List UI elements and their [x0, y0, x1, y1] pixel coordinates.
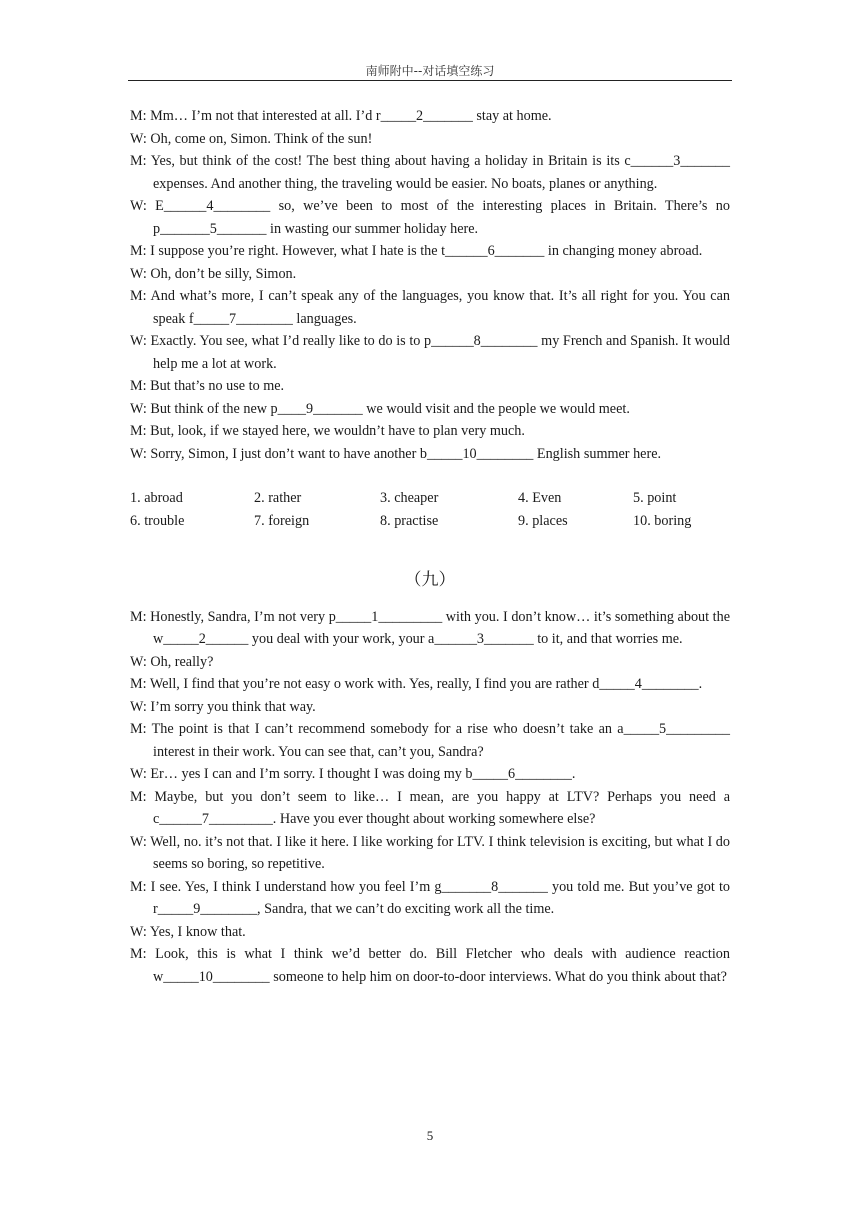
answer-item: 3. cheaper	[380, 490, 439, 506]
page-content	[130, 105, 730, 988]
answer-item: 6. trouble	[130, 512, 185, 529]
dialogue-line: W: Well, no. it’s not that. I like it here. I like working for LTV. I think television is exciting, but what I do seems so boring, so repetitive.	[130, 833, 730, 872]
dialogue-line: W: But think of the new p____9_______ we would visit and the people we would meet.	[130, 400, 630, 417]
answer-item: 7. foreign	[254, 512, 310, 529]
dialogue-line: W: Oh, don’t be silly, Simon.	[130, 265, 297, 282]
dialogue-line: W: Sorry, Simon, I just don’t want to have another b_____10________ English summer here.	[130, 445, 662, 462]
dialogue-line: M: And what’s more, I can’t speak any of the languages, you know that. It’s all right for you. You can speak f_____7________ languages.	[130, 288, 730, 327]
dialogue-line: M: The point is that I can’t recommend somebody for a rise who doesn’t take an a_____5_________ interest in their work. You can see that, can’t you, Sandra?	[130, 721, 730, 760]
dialogue-line: W: I’m sorry you think that way.	[130, 698, 316, 715]
dialogue-line: M: Maybe, but you don’t seem to like… I mean, are you happy at LTV? Perhaps you need a c______7_________. Have you ever thought about working somewhere else?	[130, 788, 730, 827]
dialogue-line: M: Well, I find that you’re not easy o work with. Yes, really, I find you are rather d_____4________.	[130, 676, 703, 692]
header-rule	[128, 80, 732, 81]
page-number: 5	[426, 1128, 434, 1143]
dialogue-line: M: Mm… I’m not that interested at all. I’d r_____2_______ stay at home.	[130, 108, 552, 124]
page-header: 南师附中--对话填空练习	[365, 64, 495, 78]
answer-item: 8. practise	[380, 512, 439, 529]
answer-item: 5. point	[633, 490, 677, 506]
dialogue-line: M: But that’s no use to me.	[130, 378, 285, 394]
dialogue-line: W: Er… yes I can and I’m sorry. I thought I was doing my b_____6________.	[130, 766, 576, 782]
dialogue-line: W: E______4________ so, we’ve been to most of the interesting places in Britain. There’s no p_______5_______ in wasting our summer holiday here.	[130, 198, 730, 237]
dialogue-a	[130, 105, 730, 465]
dialogue-line: M: I see. Yes, I think I understand how you feel I’m g_______8_______ you told me. But you’ve got to r_____9________, Sandra, that we can’t do exciting work all the time.	[130, 878, 730, 917]
answer-item: 1. abroad	[130, 490, 183, 506]
answer-item: 10. boring	[633, 512, 692, 529]
dialogue-line: W: Yes, I know that.	[130, 923, 246, 940]
answer-item: 4. Even	[518, 490, 562, 506]
dialogue-line: M: But, look, if we stayed here, we wouldn’t have to plan very much.	[130, 423, 525, 439]
dialogue-line: W: Oh, come on, Simon. Think of the sun!	[130, 130, 373, 147]
answer-item: 2. rather	[254, 490, 302, 506]
dialogue-b	[130, 606, 730, 989]
section-title: （九）	[404, 570, 456, 590]
dialogue-line: W: Exactly. You see, what I’d really like to do is to p______8________ my French and Spanish. It would help me a lot at work.	[130, 333, 730, 372]
answer-row	[130, 487, 730, 510]
dialogue-line: W: Oh, really?	[130, 653, 214, 670]
dialogue-line: M: Look, this is what I think we’d better do. Bill Fletcher who deals with audience reaction w_____10________ someone to help him on door-to-door interviews. What do you think about that?	[130, 946, 730, 985]
answer-key	[130, 487, 730, 532]
answer-item: 9. places	[518, 512, 568, 529]
answer-row	[130, 510, 730, 533]
dialogue-line: M: I suppose you’re right. However, what I hate is the t______6_______ in changing money abroad.	[130, 243, 703, 259]
dialogue-line: M: Honestly, Sandra, I’m not very p_____1_________ with you. I don’t know… it’s something about the w_____2______ you deal with your work, your a______3_______ to it, and that worries me.	[130, 608, 730, 647]
dialogue-line: M: Yes, but think of the cost! The best thing about having a holiday in Britain is its c______3_______ expenses. And another thing, the traveling would be easier. No boats, planes or anything.	[130, 153, 730, 192]
